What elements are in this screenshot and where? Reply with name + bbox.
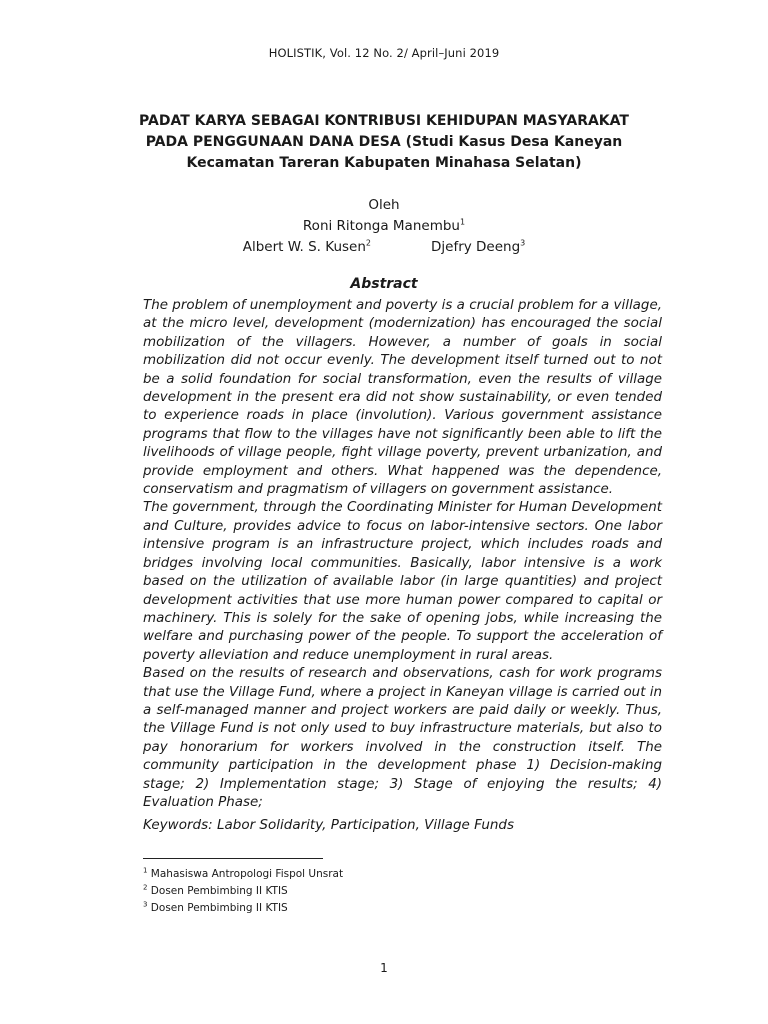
- footnote-mark: 3: [143, 900, 148, 909]
- author-2: [243, 237, 371, 258]
- footnote-3: [143, 900, 662, 917]
- footnote-text: Dosen Pembimbing II KTIS: [147, 885, 288, 897]
- keywords: Keywords: Labor Solidarity, Participation, Village Funds: [143, 817, 515, 833]
- footnote-2: [143, 883, 662, 900]
- abstract-heading: Abstract: [350, 276, 418, 292]
- author-1: [0, 216, 768, 237]
- author-block: [0, 195, 768, 258]
- author-row-2: [0, 237, 768, 258]
- footnote-mark: 2: [143, 883, 148, 892]
- footnote-mark: 1: [143, 866, 148, 875]
- author-footnote-mark: 2: [365, 238, 371, 248]
- footnote-text: Mahasiswa Antropologi Fispol Unsrat: [147, 868, 344, 880]
- footnote-1: [143, 866, 662, 883]
- author-footnote-mark: 3: [520, 238, 526, 248]
- abstract-paragraph-2: The government, through the Coordinating Minister for Human Development and Culture, provides advice to focus on labor-intensive sectors. One labor intensive program is an infrastructure project, which includes roads and bridges involving local communities. Basically, labor intensive is a work based on the utilization of available labor (in large quantities) and project development activities that use more human power compared to capital or machinery. This is solely for the sake of opening jobs, while increasing the welfare and purchasing power of the people. To support the acceleration of poverty alleviation and reduce unemployment in rural areas.: [143, 500, 662, 663]
- title-line-2: PADA PENGGUNAAN DANA DESA (Studi Kasus Desa Kaneyan: [145, 134, 623, 150]
- page-number: 1: [380, 961, 388, 975]
- author-name: Albert W. S. Kusen: [242, 239, 366, 255]
- author-footnote-mark: 1: [459, 217, 466, 227]
- title-line-3: Kecamatan Tareran Kabupaten Minahasa Selatan): [186, 155, 582, 171]
- author-name: Djefry Deeng: [431, 239, 521, 255]
- byline: Oleh: [368, 197, 400, 213]
- abstract-paragraph-3: Based on the results of research and observations, cash for work programs that use the Village Fund, where a project in Kaneyan village is carried out in a self-managed manner and project workers are paid daily or weekly. Thus, the Village Fund is not only used to buy infrastructure materials, but also to pay honorarium for workers involved in the construction itself. The community participation in the development phase 1) Decision-making stage; 2) Implementation stage; 3) Stage of enjoying the results; 4) Evaluation Phase;: [143, 666, 662, 810]
- abstract-paragraph-1: The problem of unemployment and poverty is a crucial problem for a village, at the micro level, development (modernization) has encouraged the social mobilization of the villagers. However, a number of goals in social mobilization did not occur evenly. The development itself turned out to not be a solid foundation for social transformation, even the results of village development in the present era did not show sustainability, or even tended to experience roads in place (involution). Various government assistance programs that flow to the villages have not significantly been able to lift the livelihoods of village people, fight village poverty, prevent urbanization, and provide employment and others. What happened was the dependence, conservatism and pragmatism of villagers on government assistance.: [143, 298, 662, 498]
- footnotes: [143, 866, 662, 917]
- author-name: Roni Ritonga Manembu: [302, 218, 460, 234]
- footnote-text: Dosen Pembimbing II KTIS: [147, 902, 288, 914]
- author-3: [431, 239, 525, 255]
- abstract-body: [143, 297, 662, 812]
- paper-title: [120, 111, 648, 174]
- title-line-1: PADAT KARYA SEBAGAI KONTRIBUSI KEHIDUPAN MASYARAKAT: [139, 113, 629, 129]
- footnote-divider: [143, 858, 323, 859]
- journal-header: HOLISTIK, Vol. 12 No. 2/ April–Juni 2019: [268, 46, 500, 60]
